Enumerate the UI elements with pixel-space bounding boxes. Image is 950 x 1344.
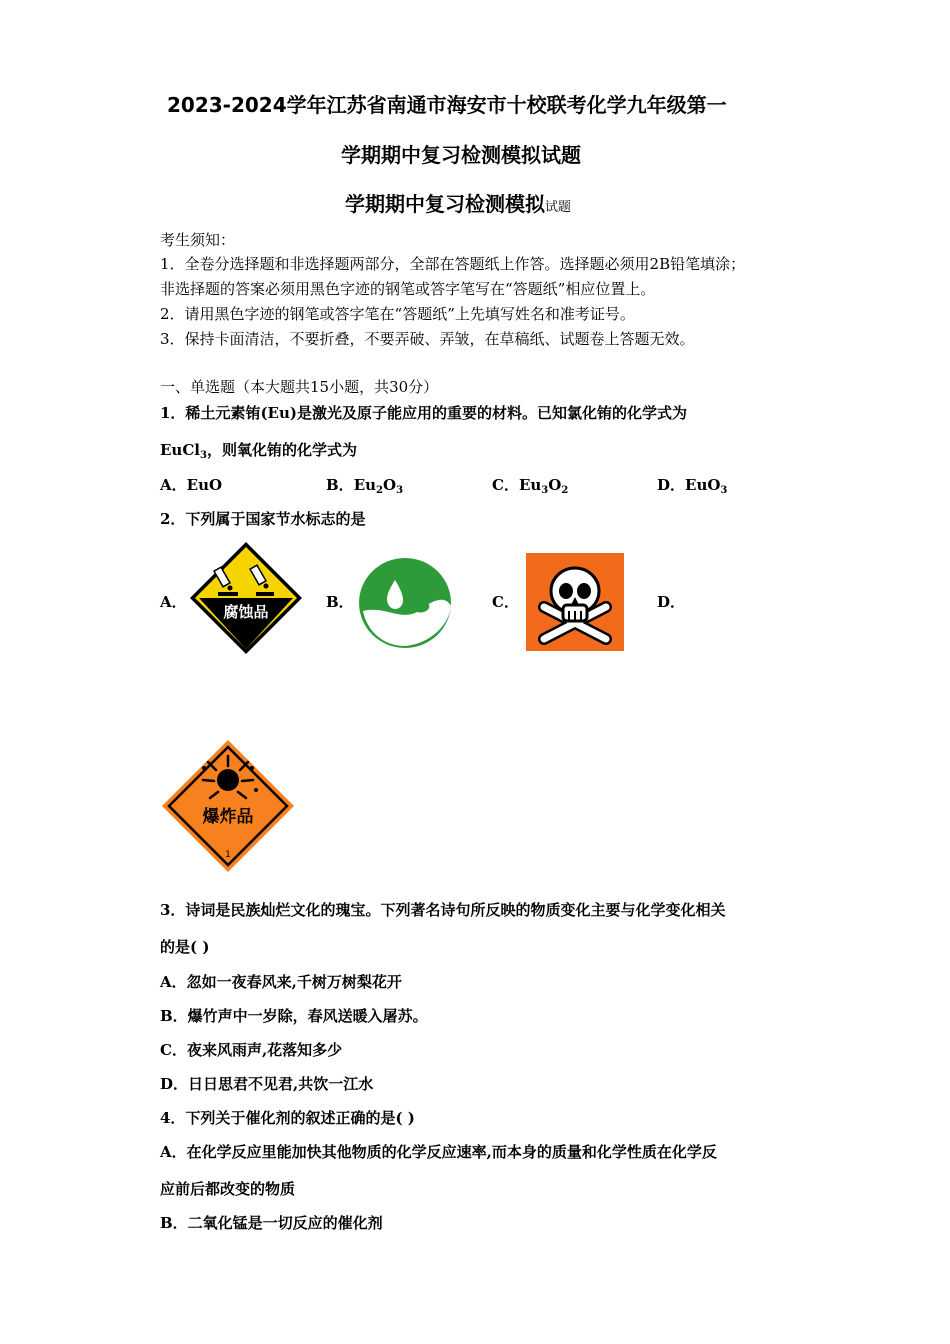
q1-stem-rest: ，则氧化铕的化学式为 — [206, 441, 357, 459]
corrosive-sign-text: 腐蚀品 — [223, 603, 269, 621]
q3-stem-line1: 3．诗词是民族灿烂文化的瑰宝。下列著名诗句所反映的物质变化主要与化学变化相关 — [160, 901, 726, 919]
q3-option-b[interactable]: B．爆竹声中一岁除，春风送暖入屠苏。 — [160, 1007, 428, 1025]
q1-option-b-label: B． — [326, 476, 354, 494]
q1-option-d[interactable] — [657, 474, 727, 495]
page-title-line3-small: 试题 — [545, 200, 572, 215]
q1-option-a-text: EuO — [186, 476, 223, 494]
notice-item1-line2: 非选择题的答案必须用黑色字迹的钢笔或答字笔写在“答题纸”相应位置上。 — [160, 280, 656, 298]
q1-option-c[interactable] — [492, 474, 568, 495]
q1-option-a-label: A． — [160, 476, 187, 494]
q3-option-c[interactable]: C．夜来风雨声,花落知多少 — [160, 1041, 343, 1059]
q1-stem-line1: 1．稀土元素铕(Eu)是激光及原子能应用的重要的材料。已知氯化铕的化学式为 — [160, 404, 687, 422]
q4-stem: 4．下列关于催化剂的叙述正确的是( ) — [160, 1109, 415, 1127]
q1-option-d-sub: 3 — [720, 485, 728, 496]
explosive-sign-text: 爆炸品 — [202, 807, 254, 827]
page-title-line2: 学期期中复习检测模拟试题 — [341, 143, 581, 167]
q1-option-b-sub1: 2 — [376, 485, 383, 496]
notice-item1-line1: 1．全卷分选择题和非选择题两部分，全部在答题纸上作答。选择题必须用2B铅笔填涂； — [160, 255, 746, 273]
page-title-line3 — [345, 188, 571, 217]
q3-stem-line2: 的是( ) — [160, 938, 210, 956]
water-saving-logo-icon — [357, 556, 453, 650]
q1-option-b-sub2: 3 — [396, 485, 404, 496]
q4-option-b[interactable]: B．二氧化锰是一切反应的催化剂 — [160, 1214, 383, 1232]
q1-stem-line2 — [160, 439, 357, 460]
q2-option-d-label[interactable]: D． — [657, 593, 686, 611]
q1-option-b-base: Eu — [353, 476, 377, 494]
page-title-line1: 2023-2024学年江苏省南通市海安市十校联考化学九年级第一 — [167, 93, 727, 117]
q1-option-d-base: EuO — [685, 476, 721, 494]
notice-item3: 3．保持卡面清洁，不要折叠，不要弄破、弄皱，在草稿纸、试题卷上答题无效。 — [160, 330, 695, 348]
explosive-sign-number: 1 — [225, 850, 231, 860]
corrosive-sign-icon — [188, 540, 304, 656]
q1-option-c-base: Eu — [518, 476, 542, 494]
q4-option-a-line2[interactable]: 应前后都改变的物质 — [160, 1180, 296, 1198]
q3-option-d[interactable]: D．日日思君不见君,共饮一江水 — [160, 1075, 374, 1093]
q1-option-a[interactable] — [160, 474, 222, 495]
explosive-sign-icon — [160, 738, 296, 874]
q3-option-a[interactable]: A．忽如一夜春风来,千树万树梨花开 — [160, 973, 402, 991]
notice-heading: 考生须知： — [160, 231, 236, 249]
q1-option-d-label: D． — [657, 476, 686, 494]
section1-heading: 一、单选题（本大题共15小题，共30分） — [160, 378, 439, 396]
q1-option-b[interactable] — [326, 474, 403, 495]
q1-option-c-mid: O — [548, 476, 562, 494]
q1-option-c-label: C． — [492, 476, 519, 494]
page-title-line3-main: 学期期中复习检测模拟 — [345, 192, 545, 216]
q1-option-b-mid: O — [383, 476, 397, 494]
q1-formula: EuCl — [160, 441, 200, 459]
q2-option-a-label[interactable]: A． — [160, 593, 187, 611]
q2-option-b-label[interactable]: B． — [326, 593, 354, 611]
q1-formula-sub: 3 — [199, 450, 207, 461]
q1-option-c-sub2: 2 — [561, 485, 569, 496]
q2-stem: 2．下列属于国家节水标志的是 — [160, 510, 366, 528]
toxic-sign-icon — [526, 553, 624, 651]
q2-option-c-label[interactable]: C． — [492, 593, 519, 611]
q1-option-c-sub1: 3 — [541, 485, 549, 496]
q4-option-a-line1[interactable]: A．在化学反应里能加快其他物质的化学反应速率,而本身的质量和化学性质在化学反 — [160, 1143, 717, 1161]
notice-item2: 2．请用黑色字迹的钢笔或答字笔在“答题纸”上先填写姓名和准考证号。 — [160, 305, 635, 323]
